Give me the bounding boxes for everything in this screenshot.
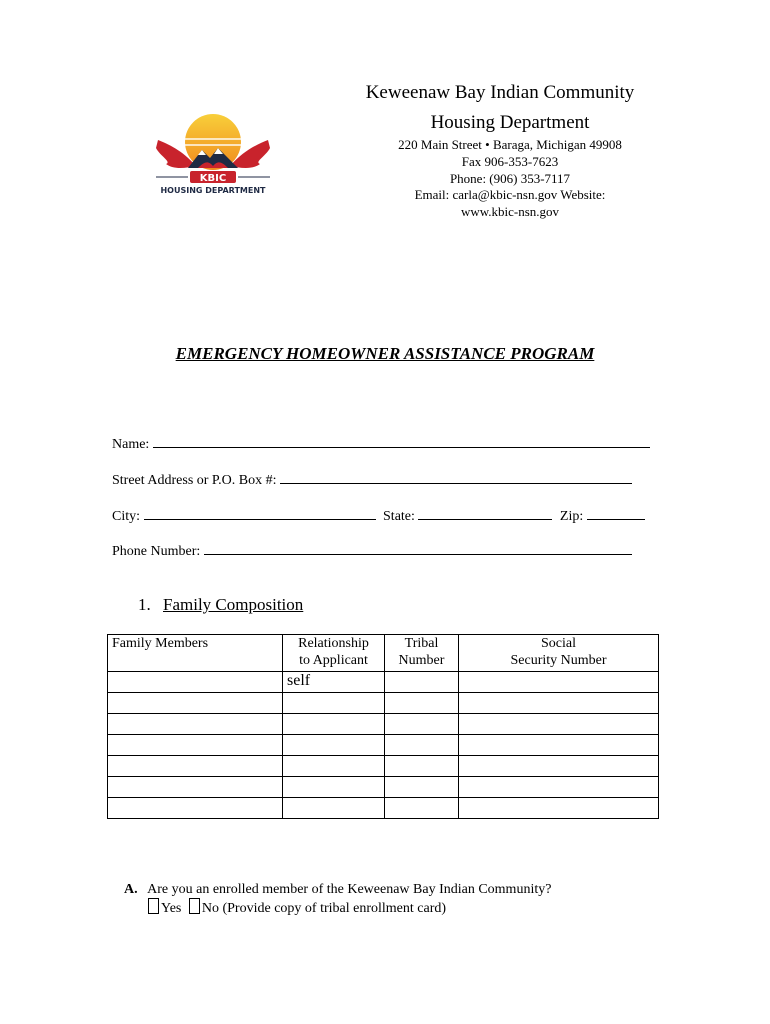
logo-subtitle: HOUSING DEPARTMENT (160, 186, 266, 195)
question-a-options (148, 898, 446, 918)
table-cell[interactable] (108, 735, 283, 756)
table-cell[interactable] (385, 735, 459, 756)
logo-text: KBIC (199, 173, 227, 184)
table-row (108, 756, 659, 777)
no-label: No (Provide copy of tribal enrollment card) (201, 901, 447, 916)
name-row (112, 434, 650, 454)
table-cell[interactable] (283, 735, 385, 756)
table-cell[interactable] (385, 693, 459, 714)
table-cell[interactable] (108, 777, 283, 798)
header-relationship: Relationship to Applicant (283, 635, 385, 672)
program-title: EMERGENCY HOMEOWNER ASSISTANCE PROGRAM (175, 344, 595, 363)
table-cell[interactable] (283, 798, 385, 819)
address: 220 Main Street • Baraga, Michigan 49908 (398, 137, 622, 152)
state-label: State: (383, 509, 415, 524)
table-cell[interactable]: self (283, 672, 385, 693)
family-composition-table (107, 634, 659, 819)
table-cell[interactable] (283, 756, 385, 777)
fax: Fax 906-353-7623 (461, 154, 559, 169)
table-cell[interactable] (459, 672, 659, 693)
header-family-members: Family Members (108, 635, 283, 672)
section-title: Family Composition (163, 595, 304, 614)
table-cell[interactable] (459, 693, 659, 714)
header-tribal-number: Tribal Number (385, 635, 459, 672)
table-cell[interactable] (459, 735, 659, 756)
zip-label: Zip: (559, 509, 584, 524)
question-a (124, 880, 551, 899)
org-name: Keweenaw Bay Indian Community (365, 82, 635, 103)
table-row (108, 714, 659, 735)
name-field[interactable] (153, 434, 650, 448)
street-row (112, 470, 632, 490)
email-line: Email: carla@kbic-nsn.gov Website: (414, 187, 606, 202)
table-cell[interactable] (385, 798, 459, 819)
section-number: 1. (138, 595, 151, 614)
table-cell[interactable] (283, 693, 385, 714)
website: www.kbic-nsn.gov (460, 204, 560, 219)
table-cell[interactable] (108, 798, 283, 819)
table-cell[interactable] (385, 756, 459, 777)
name-label: Name: (112, 437, 150, 452)
street-label: Street Address or P.O. Box #: (112, 473, 277, 488)
header-ssn: Social Security Number (459, 635, 659, 672)
table-cell[interactable] (283, 714, 385, 735)
table-header-row (108, 635, 659, 672)
question-letter: A. (124, 882, 138, 897)
table-row (108, 672, 659, 693)
zip-field[interactable] (587, 506, 645, 520)
table-cell[interactable] (108, 756, 283, 777)
phone: Phone: (906) 353-7117 (449, 171, 571, 186)
table-cell[interactable] (459, 756, 659, 777)
table-cell[interactable] (108, 672, 283, 693)
section-family-composition (138, 595, 303, 615)
table-cell[interactable] (459, 798, 659, 819)
phone-label: Phone Number: (112, 544, 201, 559)
table-cell[interactable] (108, 693, 283, 714)
kbic-logo (148, 110, 278, 202)
street-field[interactable] (280, 470, 632, 484)
table-row (108, 798, 659, 819)
table-cell[interactable] (385, 714, 459, 735)
table-cell[interactable] (108, 714, 283, 735)
yes-label: Yes (161, 901, 182, 916)
city-field[interactable] (144, 506, 376, 520)
table-cell[interactable] (459, 777, 659, 798)
phone-field[interactable] (204, 541, 632, 555)
table-cell[interactable] (459, 714, 659, 735)
table-row (108, 693, 659, 714)
question-text: Are you an enrolled member of the Keweenaw Bay Indian Community? (147, 882, 552, 897)
table-cell[interactable] (283, 777, 385, 798)
dept-name: Housing Department (430, 112, 590, 133)
table-cell[interactable] (385, 777, 459, 798)
table-row (108, 735, 659, 756)
city-row (112, 506, 645, 526)
yes-checkbox[interactable] (148, 898, 159, 914)
city-label: City: (112, 509, 141, 524)
state-field[interactable] (418, 506, 552, 520)
table-row (108, 777, 659, 798)
no-checkbox[interactable] (189, 898, 200, 914)
phone-row (112, 541, 632, 561)
table-cell[interactable] (385, 672, 459, 693)
